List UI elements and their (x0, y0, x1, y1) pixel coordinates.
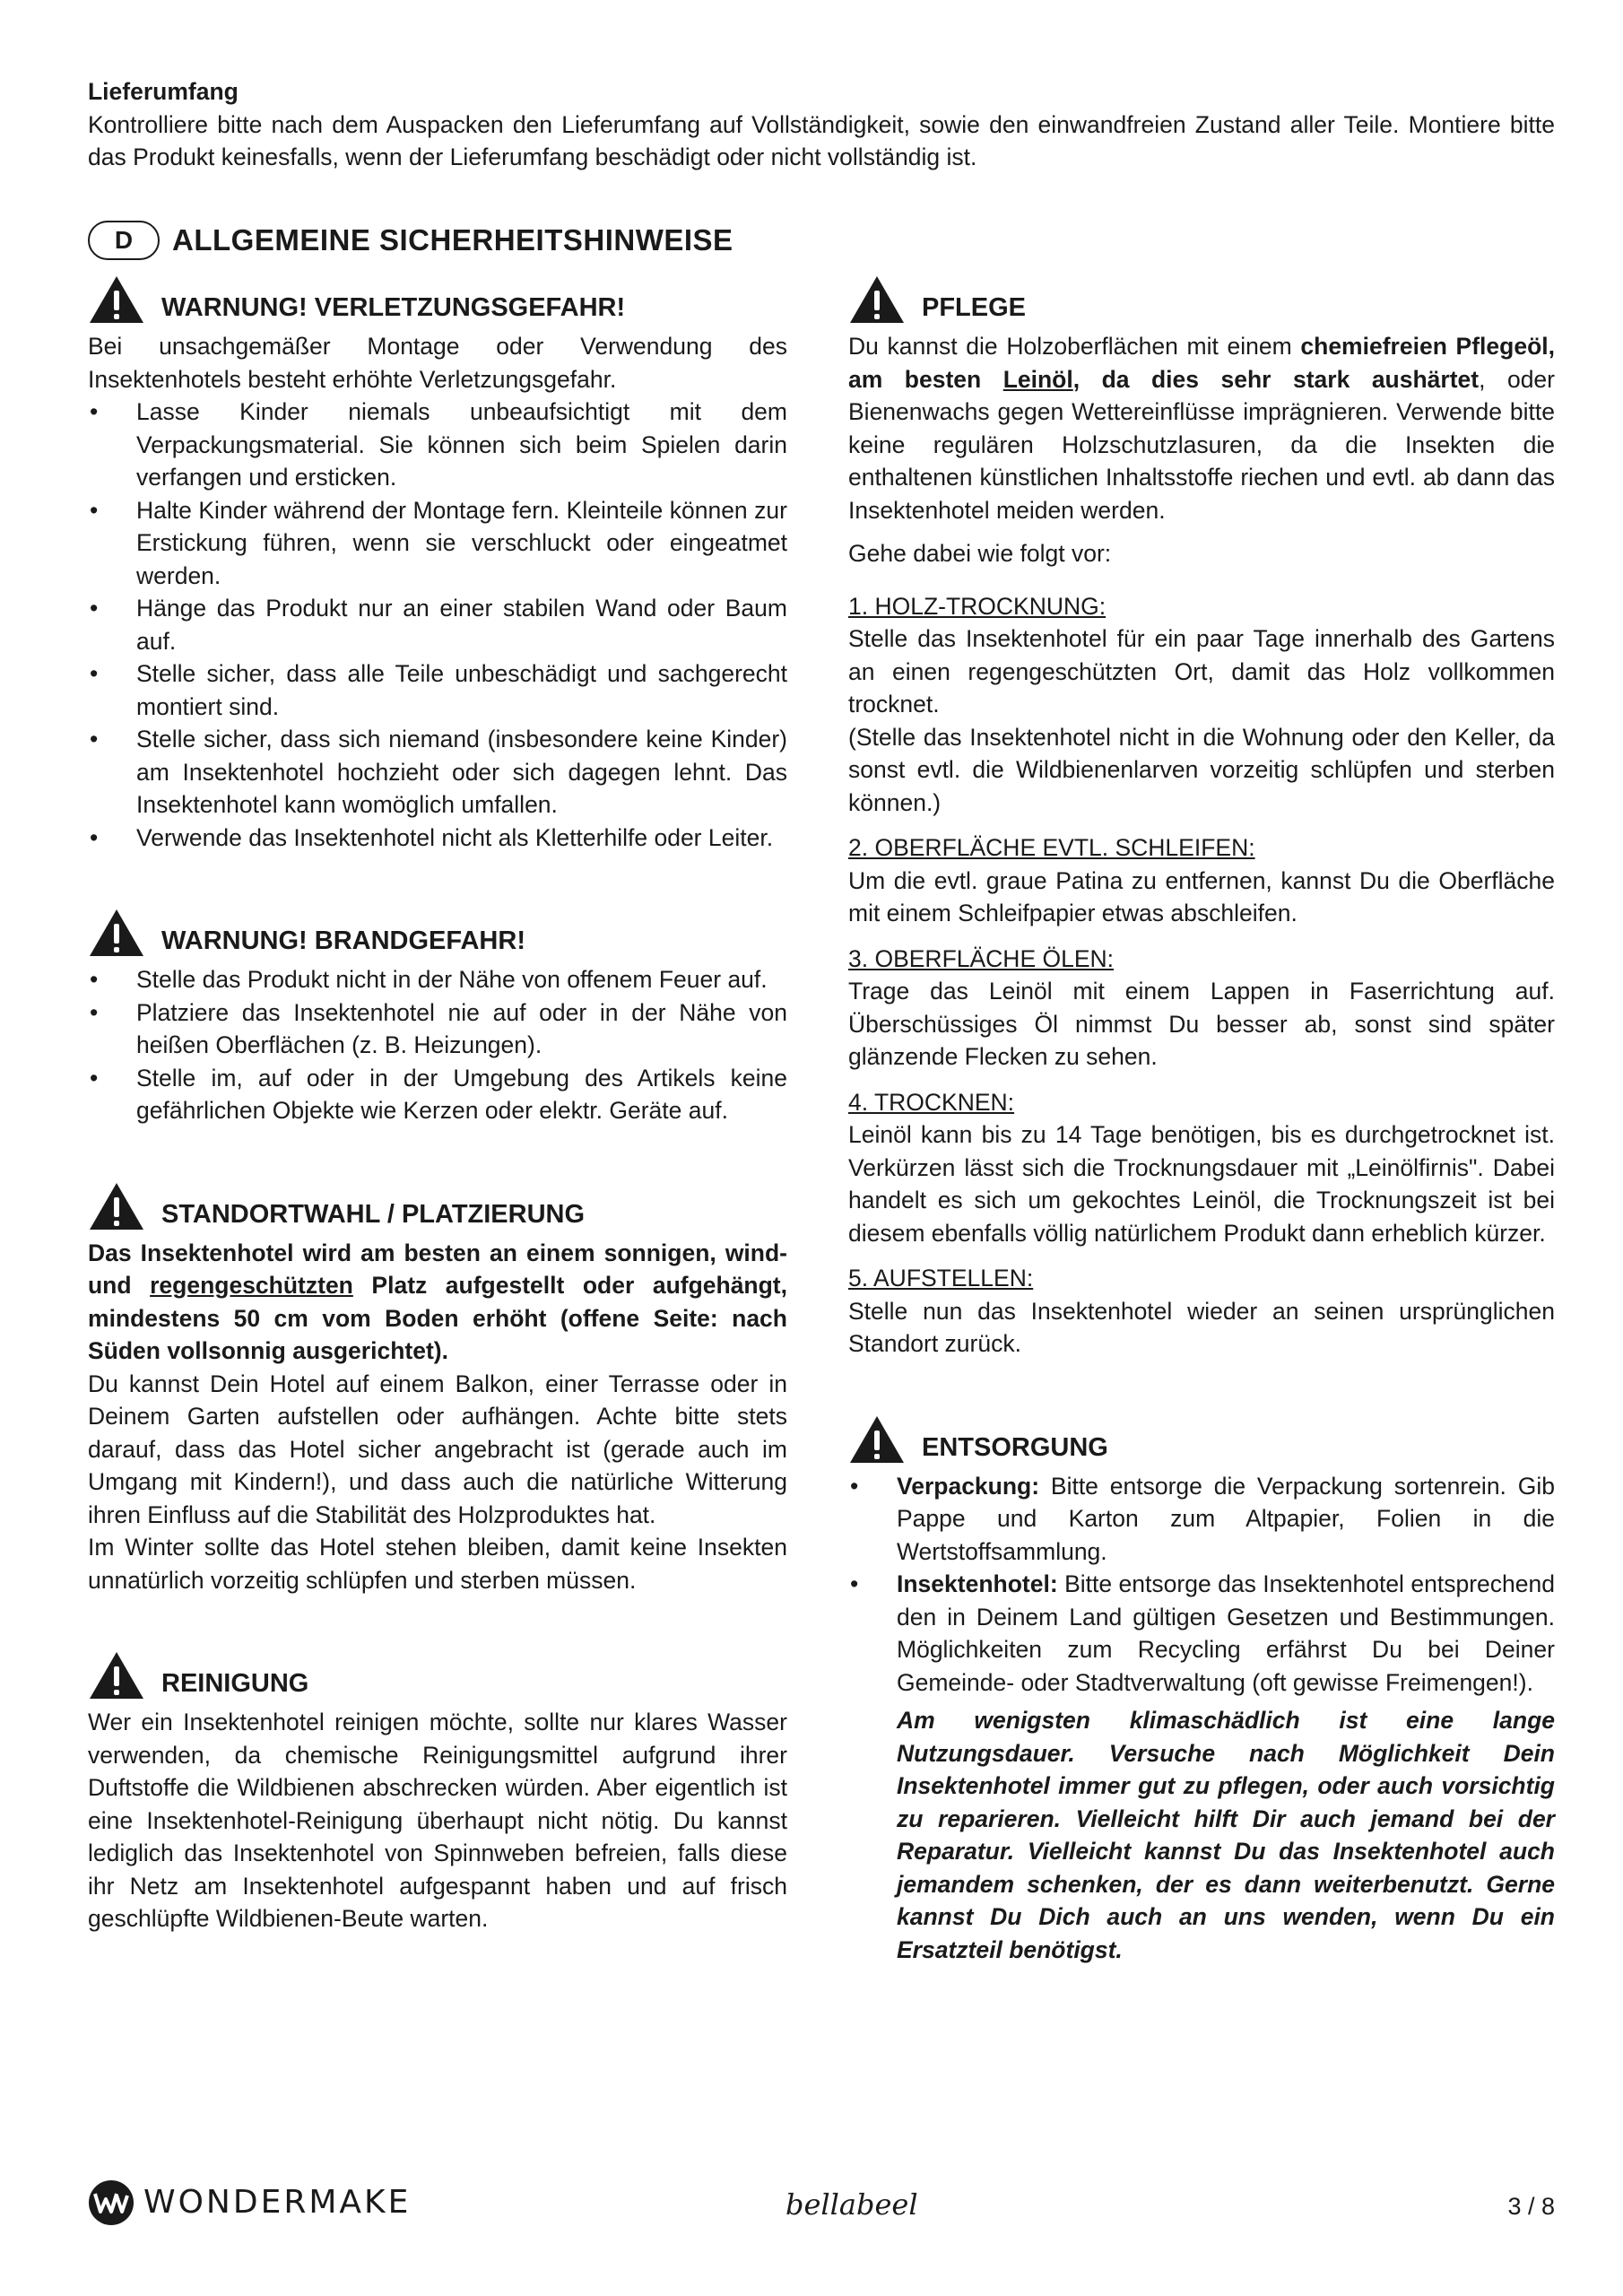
section-header (88, 274, 787, 325)
step-text: Stelle das Insektenhotel für ein paar Tage innerhalb des Gartens an einen regengeschützten Ort, damit das Holz vollkommen trocknet. (848, 625, 1555, 718)
warning-triangle-icon (88, 908, 145, 958)
left-column (88, 274, 787, 1935)
section-title: STANDORTWAHL / PLATZIERUNG (161, 1199, 586, 1229)
section-title: ENTSORGUNG (922, 1432, 1108, 1462)
list-item: • Stelle sicher, dass sich niemand (insbesondere keine Kinder) am Insektenhotel hochzieht oder sich dagegen lehnt. Das Insektenhotel kann womöglich umfallen. (88, 723, 787, 822)
list-item: • Hänge das Produkt nur an einer stabilen Wand oder Baum auf. (88, 592, 787, 657)
signature-logo: bellabeel (785, 2187, 918, 2222)
section-cleaning (88, 1650, 787, 1935)
section-text: Bei unsachgemäßer Montage oder Verwendung des Insektenhotels besteht erhöhte Verletzungsgefahr. (88, 333, 787, 393)
list-item: • Stelle das Produkt nicht in der Nähe von offenem Feuer auf. (88, 963, 787, 996)
step-text: Leinöl kann bis zu 14 Tage benötigen, bis es durchgetrocknet ist. Verkürzen lässt sich die Trocknungsdauer mit „Leinölfirnis". Dabei handelt es sich um gekochtes Leinöl, die Trocknungszeit ist bei diesem ebenfalls völlig natürlichem Produkt dann erheblich kürzer. (848, 1121, 1555, 1247)
bullet-list (848, 1470, 1555, 1967)
warning-triangle-icon (88, 1650, 145, 1700)
warning-triangle-icon (848, 274, 906, 325)
section-fire-warning (88, 908, 787, 1127)
section-text: Im Winter sollte das Hotel stehen bleiben, damit keine Insekten unnatürlich vorzeitig schlüpfen und sterben müssen. (88, 1534, 787, 1594)
list-item: • Platziere das Insektenhotel nie auf oder in der Nähe von heißen Oberflächen (z. B. Heizungen). (88, 996, 787, 1062)
step-title: 1. HOLZ-TROCKNUNG: (848, 592, 1107, 620)
list-item: • Stelle sicher, dass alle Teile unbeschädigt und sachgerecht montiert sind. (88, 657, 787, 723)
warning-triangle-icon (88, 274, 145, 325)
section-care (848, 274, 1555, 1361)
intro-text: Kontrolliere bitte nach dem Auspacken den Lieferumfang auf Vollständigkeit, sowie den einwandfreien Zustand aller Teile. Montiere bitte das Produkt keinesfalls, wenn der Lieferumfang beschädigt oder nicht vollständig ist. (88, 110, 1555, 170)
step-text: (Stelle das Insektenhotel nicht in die Wohnung oder den Keller, da sonst evtl. die Wildbienenlarven vorzeitig schlüpfen und sterben können.) (848, 723, 1555, 816)
bullet-list (88, 963, 787, 1127)
location-highlight: Das Insektenhotel wird am besten an einem sonnigen, wind- und regengeschützten Platz aufgestellt oder aufgehängt, mindestens 50 cm vom Boden erhöht (offene Seite: nach Süden vollsonnig ausgerichtet). (88, 1239, 787, 1364)
section-header (88, 908, 787, 958)
bullet-list (88, 396, 787, 854)
section-title: REINIGUNG (161, 1669, 309, 1698)
main-heading (88, 221, 733, 260)
section-injury-warning (88, 274, 787, 854)
section-text: Du kannst Dein Hotel auf einem Balkon, einer Terrasse oder in Deinem Garten aufstellen oder aufhängen. Achte bitte stets darauf, dass das Hotel sicher angebracht ist (gerade auch im Umgang mit Kindern!), und dass auch die natürliche Witterung ihren Einfluss auf die Stabilität des Holzproduktes hat. (88, 1370, 787, 1528)
section-disposal (848, 1414, 1555, 1967)
page-number: 3 / 8 (1507, 2193, 1555, 2220)
warning-triangle-icon (848, 1414, 906, 1465)
list-item: • Stelle im, auf oder in der Umgebung des Artikels keine gefährlichen Objekte wie Kerzen oder elektr. Geräte auf. (88, 1062, 787, 1127)
brand-logo (88, 2179, 411, 2226)
list-item: • Halte Kinder während der Montage fern. Kleinteile können zur Erstickung führen, wenn sie verschluckt oder eingeatmet werden. (88, 494, 787, 593)
section-header (88, 1650, 787, 1700)
step-text: Stelle nun das Insektenhotel wieder an seinen ursprünglichen Standort zurück. (848, 1297, 1555, 1357)
intro-title: Lieferumfang (88, 78, 239, 105)
list-item: • Insektenhotel: Bitte entsorge das Insektenhotel entsprechend den in Deinem Land gültigen Gesetzen und Bestimmungen. Möglichkeiten zum Recycling erfährst Du bei Deiner Gemeinde- oder Stadtverwaltung (oft gewisse Freimengen!). Am wenigsten klimaschädlich ist eine lange Nutzungsdauer. Versuche nach Möglichkeit Dein Insektenhotel immer gut zu pflegen, oder auch vorsichtig zu reparieren. Vielleicht hilft Dir auch jemand bei der Reparatur. Vielleicht kannst Du das Insektenhotel auch jemandem schenken, der es dann weiterbenutzt. Gerne kannst Du Dich auch an uns wenden, wenn Du ein Ersatzteil benötigst. (848, 1568, 1555, 1966)
section-header (848, 274, 1555, 325)
section-title: WARNUNG! BRANDGEFAHR! (161, 926, 525, 955)
main-heading-title: ALLGEMEINE SICHERHEITSHINWEISE (172, 222, 733, 257)
list-item: • Verpackung: Bitte entsorge die Verpackung sortenrein. Gib Pappe und Karton zum Altpapier, Folien in die Wertstoffsammlung. (848, 1470, 1555, 1569)
warning-triangle-icon (88, 1181, 145, 1231)
wondermake-logo-icon (88, 2179, 135, 2226)
section-title: WARNUNG! VERLETZUNGSGEFAHR! (161, 293, 626, 322)
step-title: 2. OBERFLÄCHE EVTL. SCHLEIFEN: (848, 834, 1255, 861)
care-lead: Gehe dabei wie folgt vor: (848, 540, 1112, 567)
section-text: Wer ein Insektenhotel reinigen möchte, sollte nur klares Wasser verwenden, da chemische Reinigungsmittel aufgrund ihrer Duftstoffe die Wildbienen abschrecken würden. Aber eigentlich ist eine Insektenhotel-Reinigung überhaupt nicht nötig. Du kannst lediglich das Insektenhotel von Spinnweben befreien, falls diese ihr Netz am Insektenhotel aufgespannt haben und auf frisch geschlüpfte Wildbienen-Beute warten. (88, 1709, 787, 1932)
intro-block (88, 75, 1555, 174)
step-title: 5. AUFSTELLEN: (848, 1265, 1034, 1292)
step-title: 4. TROCKNEN: (848, 1088, 1015, 1116)
disposal-note: Am wenigsten klimaschädlich ist eine lange Nutzungsdauer. Versuche nach Möglichkeit Dein Insektenhotel immer gut zu pflegen, oder auch vorsichtig zu reparieren. Vielleicht hilft Dir auch jemand bei der Reparatur. Vielleicht kannst Du das Insektenhotel auch jemandem schenken, der es dann weiterbenutzt. Gerne kannst Du Dich auch an uns wenden, wenn Du ein Ersatzteil benötigst. (897, 1707, 1555, 1963)
step-text: Trage das Leinöl mit einem Lappen in Faserrichtung auf. Überschüssiges Öl nimmst Du besser ab, sonst sind später glänzende Flecken zu sehen. (848, 978, 1555, 1070)
language-badge: D (88, 221, 160, 260)
step-title: 3. OBERFLÄCHE ÖLEN: (848, 944, 1115, 972)
list-item: • Verwende das Insektenhotel nicht als Kletterhilfe oder Leiter. (88, 822, 787, 855)
section-location (88, 1181, 787, 1597)
section-title: PFLEGE (922, 293, 1027, 322)
section-header (848, 1414, 1555, 1465)
list-item: • Lasse Kinder niemals unbeaufsichtigt mit dem Verpackungsmaterial. Sie können sich beim Spielen darin verfangen und ersticken. (88, 396, 787, 494)
brand-name: WONDERMAKE (143, 2183, 412, 2221)
right-column (848, 274, 1555, 1966)
care-intro: Du kannst die Holzoberflächen mit einem chemiefreien Pflegeöl, am besten Leinöl, da dies sehr stark aushärtet, oder Bienenwachs gegen Wettereinflüsse imprägnieren. Verwende bitte keine regulären Holzschutzlasuren, da die Insekten die enthaltenen künstlichen Inhaltsstoffe riechen und evtl. ab dann das Insektenhotel meiden werden. (848, 333, 1555, 524)
footer (88, 2179, 1555, 2233)
step-text: Um die evtl. graue Patina zu entfernen, kannst Du die Oberfläche mit einem Schleifpapier etwas abschleifen. (848, 866, 1555, 926)
section-header (88, 1181, 787, 1231)
